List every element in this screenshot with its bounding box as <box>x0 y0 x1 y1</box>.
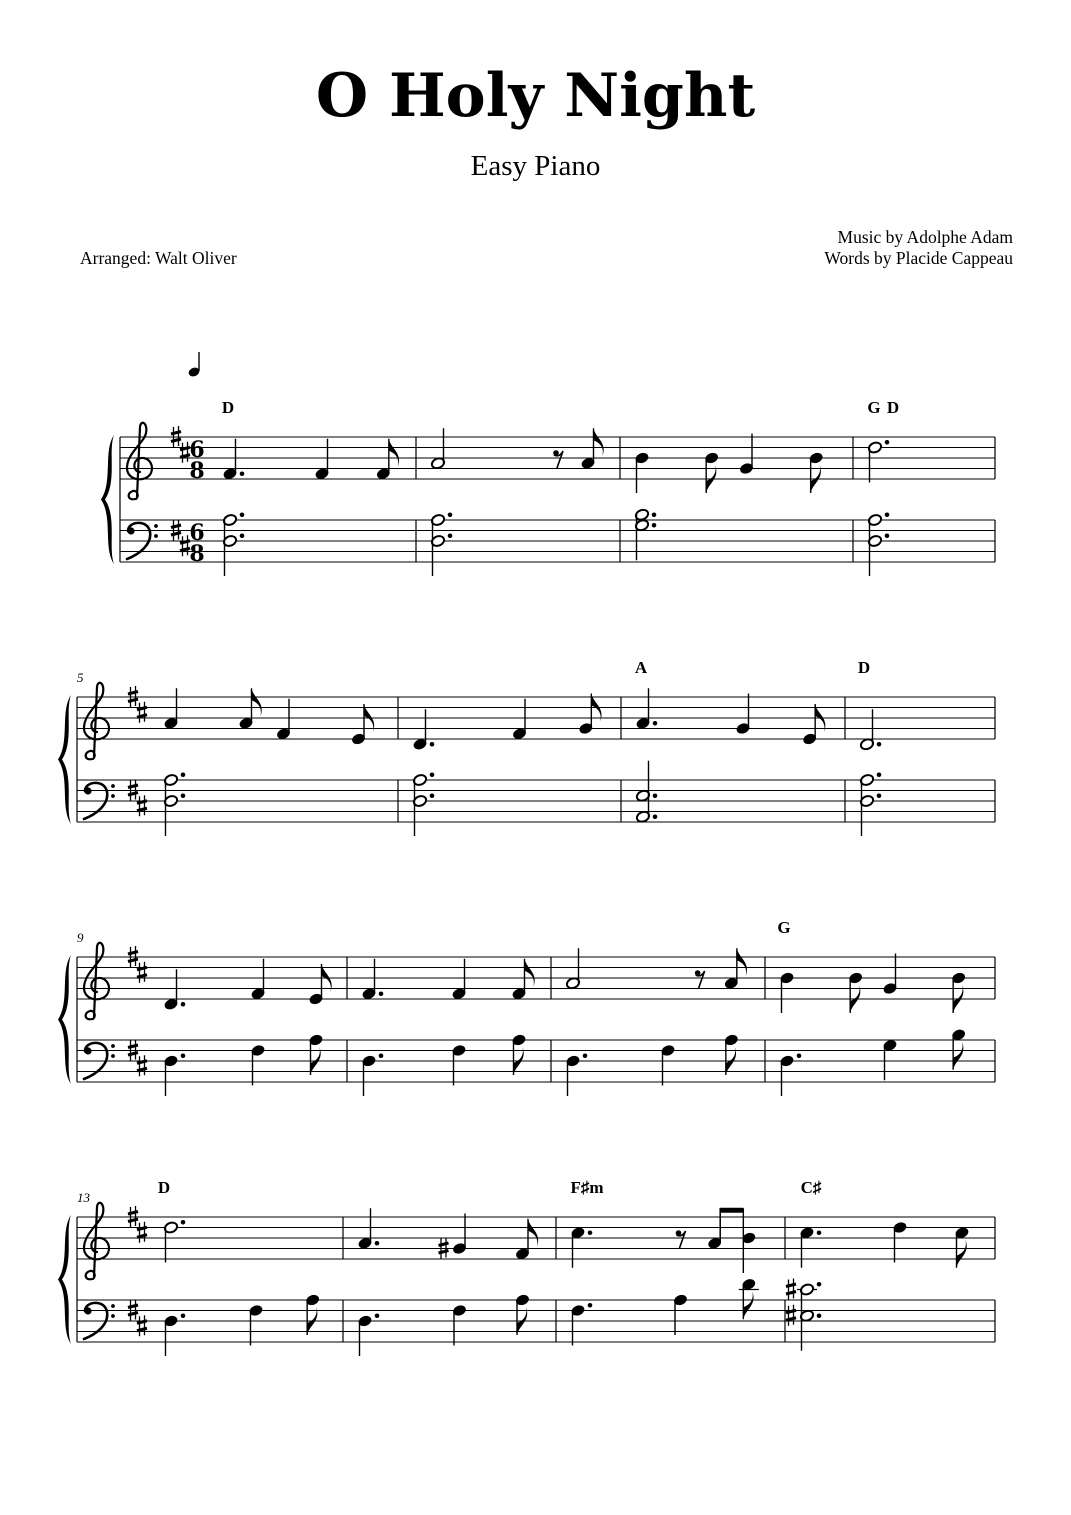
note-flag <box>594 428 604 456</box>
bass-measure-10 <box>361 1033 526 1096</box>
bass-measure-8 <box>859 772 881 836</box>
treble-note <box>357 1208 379 1250</box>
bass-note <box>357 1313 379 1356</box>
treble-note <box>512 699 527 741</box>
time-signature-numerator: 6 <box>189 437 205 463</box>
accidental-sharp <box>786 1305 796 1326</box>
treble-clef <box>84 943 109 1020</box>
eighth-rest <box>695 970 705 988</box>
augmentation-dot <box>181 1220 186 1225</box>
treble-note <box>779 971 794 1013</box>
augmentation-dot <box>240 471 245 476</box>
note-flag <box>737 948 747 976</box>
augmentation-dot <box>653 721 658 726</box>
augmentation-dot <box>885 533 890 538</box>
key-signature-sharp <box>137 1222 147 1243</box>
treble-note <box>704 451 719 493</box>
bass-clef-dot <box>111 1054 115 1058</box>
treble-note <box>739 434 754 476</box>
augmentation-dot <box>240 533 245 538</box>
eighth-rest <box>676 1230 686 1248</box>
treble-clef <box>84 683 109 760</box>
bass-note <box>361 1053 383 1096</box>
augmentation-dot <box>240 512 245 517</box>
treble-measure-13 <box>163 1220 185 1263</box>
treble-measure-12 <box>779 954 966 1014</box>
song-title: O Holy Night <box>315 61 756 131</box>
note-flag <box>525 959 535 987</box>
augmentation-dot <box>817 1313 822 1318</box>
bass-note <box>163 772 185 836</box>
treble-measure-4 <box>867 440 889 483</box>
treble-note <box>809 451 824 493</box>
chord-symbol: G <box>777 918 791 937</box>
augmentation-dot <box>588 1230 593 1235</box>
measure-number: 13 <box>77 1190 90 1205</box>
key-signature-sharp <box>137 1055 147 1076</box>
treble-clef <box>127 423 152 500</box>
treble-note <box>250 959 265 1001</box>
treble-note <box>565 948 580 990</box>
bass-note <box>882 1039 897 1081</box>
augmentation-dot <box>448 533 453 538</box>
bass-note <box>739 1278 759 1320</box>
song-subtitle: Easy Piano <box>470 150 601 182</box>
augmentation-dot <box>588 1303 593 1308</box>
grand-staff-brace <box>58 1215 71 1344</box>
bass-note <box>250 1044 265 1086</box>
bass-note <box>867 512 889 576</box>
augmentation-dot <box>430 772 435 777</box>
augmentation-dot <box>430 793 435 798</box>
augmentation-dot <box>583 1053 588 1058</box>
bass-clef-dot <box>154 534 158 538</box>
chord-symbol: G <box>867 398 881 417</box>
bass-note <box>452 1304 467 1346</box>
bass-measure-14 <box>357 1293 530 1356</box>
bass-note <box>859 772 881 836</box>
treble-note <box>867 440 889 483</box>
bass-clef-dot <box>154 524 158 528</box>
arranger-credit: Arranged: Walt Oliver <box>80 248 237 268</box>
treble-note <box>430 428 445 470</box>
treble-note <box>724 948 747 990</box>
bass-note <box>786 1279 821 1351</box>
augmentation-dot <box>652 512 657 517</box>
treble-note <box>634 451 649 493</box>
treble-note <box>163 688 178 730</box>
bass-measure-12 <box>779 1028 966 1096</box>
bass-clef-dot <box>111 784 115 788</box>
bass-measure-16 <box>786 1279 821 1351</box>
bass-measure-4 <box>867 512 889 576</box>
bass-measure-15 <box>570 1278 758 1346</box>
bass-note <box>222 512 244 576</box>
bass-note <box>308 1033 323 1075</box>
system-4 <box>58 1203 995 1344</box>
bass-note <box>673 1293 688 1335</box>
key-signature-sharp <box>137 962 147 983</box>
augmentation-dot <box>181 1002 186 1007</box>
bass-clef-dot <box>111 1304 115 1308</box>
augmentation-dot <box>817 1282 822 1287</box>
lyricist-credit: Words by Placide Cappeau <box>824 248 1013 268</box>
bass-clef-dot <box>127 527 134 534</box>
treble-note <box>515 1219 538 1261</box>
treble-clef <box>84 1203 109 1280</box>
bass-note <box>635 761 657 824</box>
chord-symbol: D <box>857 658 871 677</box>
bass-note <box>724 1033 739 1075</box>
grand-staff-brace <box>58 695 71 824</box>
note-flag <box>953 1042 963 1070</box>
bass-measure-9 <box>163 1033 323 1096</box>
treble-measure-11 <box>565 948 747 990</box>
measure-number: 9 <box>77 930 84 945</box>
system-2 <box>58 683 995 824</box>
treble-measure-6 <box>412 694 601 751</box>
treble-note <box>222 439 244 481</box>
treble-measure-3 <box>634 434 823 494</box>
bass-measure-13 <box>163 1293 320 1356</box>
augmentation-dot <box>817 1230 822 1235</box>
composer-credit: Music by Adolphe Adam <box>837 227 1013 247</box>
augmentation-dot <box>375 1313 380 1318</box>
treble-measure-2 <box>430 428 603 470</box>
augmentation-dot <box>652 523 657 528</box>
treble-note <box>848 971 863 1013</box>
augmentation-dot <box>448 512 453 517</box>
augmentation-dot <box>877 772 882 777</box>
bass-clef-dot <box>84 787 91 794</box>
chord-symbol: D <box>886 398 900 417</box>
augmentation-dot <box>181 772 186 777</box>
augmentation-dot <box>181 1313 186 1318</box>
bass-measure-11 <box>565 1033 738 1096</box>
treble-note <box>954 1226 969 1268</box>
treble-note <box>580 428 603 470</box>
treble-measure-9 <box>163 959 331 1011</box>
treble-note <box>511 959 534 1001</box>
bass-note <box>305 1293 320 1335</box>
treble-measure-15 <box>570 1208 756 1273</box>
treble-note <box>314 439 329 481</box>
treble-note <box>882 954 897 996</box>
bass-note <box>779 1053 801 1096</box>
note-flag <box>528 1219 538 1247</box>
bass-note <box>570 1303 592 1346</box>
treble-note <box>951 971 966 1013</box>
chord-symbol: F♯m <box>570 1178 604 1197</box>
treble-measure-1 <box>222 439 399 481</box>
chord-symbol: C♯ <box>800 1178 822 1197</box>
augmentation-dot <box>379 1053 384 1058</box>
augmentation-dot <box>653 793 658 798</box>
treble-measure-8 <box>859 709 881 751</box>
augmentation-dot <box>375 1241 380 1246</box>
accidental-sharp <box>786 1279 796 1300</box>
note-flag <box>252 688 262 716</box>
augmentation-dot <box>885 440 890 445</box>
treble-note <box>361 959 383 1001</box>
bass-measure-5 <box>163 772 185 836</box>
augmentation-dot <box>653 814 658 819</box>
augmentation-dot <box>797 1053 802 1058</box>
key-signature-sharp <box>137 702 147 723</box>
treble-note <box>163 1220 185 1263</box>
bass-note <box>511 1033 526 1075</box>
treble-note <box>635 688 657 730</box>
bass-note <box>451 1044 466 1086</box>
bass-measure-7 <box>635 761 657 824</box>
bass-note <box>951 1028 966 1070</box>
chord-symbol: A <box>634 658 648 677</box>
eighth-rest <box>553 450 563 468</box>
chord-symbol: D <box>157 1178 171 1197</box>
augmentation-dot <box>379 991 384 996</box>
bass-measure-3 <box>634 508 656 560</box>
bass-clef-dot <box>111 794 115 798</box>
bass-clef-dot <box>84 1047 91 1054</box>
bass-note <box>660 1044 675 1086</box>
treble-measure-10 <box>361 959 534 1001</box>
bass-note <box>565 1053 587 1096</box>
augmentation-dot <box>877 793 882 798</box>
treble-note <box>892 1221 907 1263</box>
bass-clef-dot <box>111 1044 115 1048</box>
key-signature-sharp <box>137 795 147 816</box>
treble-note <box>412 709 434 751</box>
treble-note <box>276 699 291 741</box>
augmentation-dot <box>885 512 890 517</box>
augmentation-dot <box>181 793 186 798</box>
measure-number: 5 <box>77 670 84 685</box>
bass-note <box>515 1293 530 1335</box>
time-signature-denominator: 8 <box>189 541 205 567</box>
note-flag <box>743 1291 753 1319</box>
treble-note <box>376 439 399 481</box>
key-signature-sharp <box>137 1315 147 1336</box>
bass-measure-6 <box>412 772 434 836</box>
augmentation-dot <box>877 742 882 747</box>
treble-note <box>859 709 881 751</box>
treble-measure-14 <box>357 1208 538 1260</box>
bass-measure-2 <box>430 512 452 576</box>
treble-note <box>163 969 185 1011</box>
bass-note <box>248 1304 263 1346</box>
tempo-marking <box>187 352 200 378</box>
treble-note <box>439 1214 468 1259</box>
bass-note <box>412 772 434 836</box>
bass-clef-dot <box>84 1307 91 1314</box>
bass-note <box>163 1053 185 1096</box>
grand-staff-brace <box>101 435 114 564</box>
treble-note <box>735 694 750 736</box>
treble-note <box>451 959 466 1001</box>
note-flag <box>389 439 399 467</box>
chord-symbol: D <box>221 398 235 417</box>
augmentation-dot <box>430 742 435 747</box>
bass-note <box>163 1313 185 1356</box>
treble-note <box>570 1226 592 1268</box>
bass-note <box>634 508 656 560</box>
augmentation-dot <box>181 1053 186 1058</box>
bass-measure-1 <box>222 512 244 576</box>
grand-staff-brace <box>58 955 71 1084</box>
note-flag <box>957 1240 967 1268</box>
bass-clef-dot <box>111 1314 115 1318</box>
bass-note <box>430 512 452 576</box>
time-signature-denominator: 8 <box>189 458 205 484</box>
time-signature-numerator: 6 <box>189 520 205 546</box>
treble-note <box>238 688 261 730</box>
treble-note <box>799 1226 821 1268</box>
